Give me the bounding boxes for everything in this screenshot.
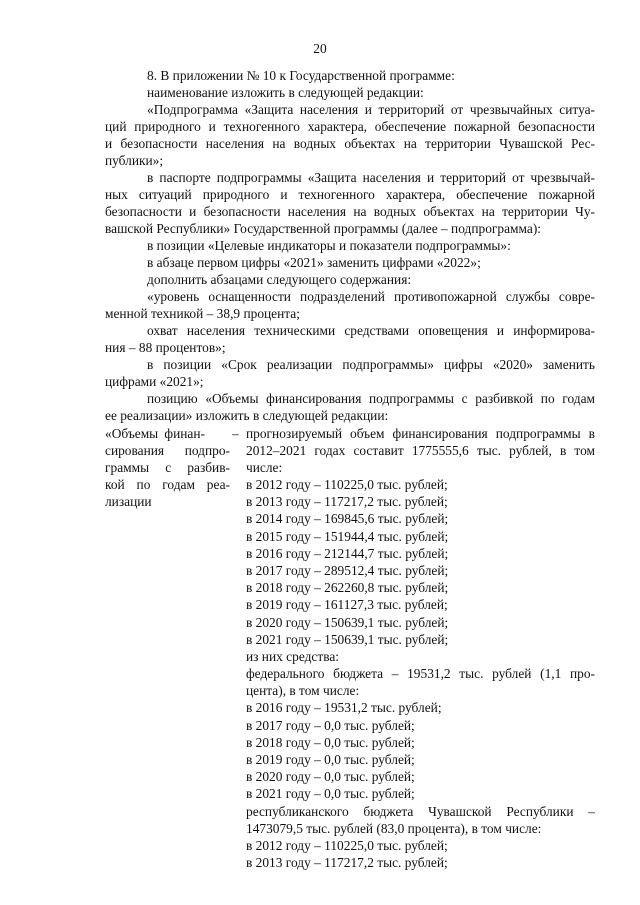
value-line: прогнозируемый объем финансирования подпрограммы в bbox=[246, 426, 595, 441]
text-line: позицию «Объемы финансирования подпрограммы с разбивкой по годам bbox=[147, 391, 595, 406]
value-line: в 2017 году – 0,0 тыс. рублей; bbox=[246, 717, 415, 733]
label-line: «Объемы финан- bbox=[105, 426, 205, 441]
value-line: из них средства: bbox=[246, 648, 340, 664]
text-line: менной техникой – 38,9 процента; bbox=[105, 306, 300, 321]
value-line: числе: bbox=[246, 460, 283, 475]
value-line: федерального бюджета – 19531,2 тыс. рублей (1,1 про- bbox=[246, 666, 595, 682]
value-line: в 2019 году – 161127,3 тыс. рублей; bbox=[246, 597, 448, 613]
value-line: в 2020 году – 0,0 тыс. рублей; bbox=[246, 769, 415, 785]
value-line: в 2020 году – 150639,1 тыс. рублей; bbox=[246, 614, 449, 630]
text-line: в паспорте подпрограммы «Защита населения и территорий от чрезвычай- bbox=[147, 170, 595, 185]
value-line: 2012–2021 годах составит 1775555,6 тыс. рублей, в том bbox=[246, 443, 595, 458]
value-line: в 2018 году – 0,0 тыс. рублей; bbox=[246, 734, 415, 750]
text-line: ных ситуаций природного и техногенного характера, обеспечение пожарной bbox=[105, 187, 595, 202]
label-line: кой по годам реа- bbox=[105, 477, 230, 492]
text-line: безопасности и безопасности населения на водных объектах на территории Чу- bbox=[105, 204, 595, 219]
page-number: 20 bbox=[313, 41, 327, 56]
text-line: в позиции «Срок реализации подпрограммы» цифры «2020» заменить bbox=[147, 357, 595, 372]
value-line: республиканского бюджета Чувашской Республики – bbox=[246, 803, 595, 819]
value-line: в 2017 году – 289512,4 тыс. рублей; bbox=[246, 562, 449, 578]
text-line: в абзаце первом цифры «2021» заменить цифрами «2022»; bbox=[147, 255, 481, 270]
value-line: в 2021 году – 150639,1 тыс. рублей; bbox=[246, 631, 449, 647]
text-line: наименование изложить в следующей редакции: bbox=[147, 85, 424, 100]
text-line: 8. В приложении № 10 к Государственной программе: bbox=[147, 68, 455, 83]
value-line: в 2013 году – 117217,2 тыс. рублей; bbox=[246, 855, 448, 871]
text-line: вашской Республики» Государственной программы (далее – подпрограмма): bbox=[105, 221, 542, 236]
value-line: в 2016 году – 19531,2 тыс. рублей; bbox=[246, 700, 442, 716]
text-line: публики»; bbox=[105, 153, 164, 168]
value-line: в 2014 году – 169845,6 тыс. рублей; bbox=[246, 511, 449, 527]
value-line: в 2016 году – 212144,7 тыс. рублей; bbox=[246, 545, 449, 561]
text-line: и безопасности населения на водных объектах на территории Чувашской Рес- bbox=[105, 136, 595, 151]
label-line: лизации bbox=[105, 494, 152, 509]
value-line: в 2018 году – 262260,8 тыс. рублей; bbox=[246, 580, 449, 596]
value-line: в 2019 году – 0,0 тыс. рублей; bbox=[246, 752, 415, 767]
label-dash: – bbox=[232, 426, 239, 441]
value-line: в 2012 году – 110225,0 тыс. рублей; bbox=[246, 477, 448, 492]
value-line: в 2015 году – 151944,4 тыс. рублей; bbox=[246, 528, 449, 544]
label-line: сирования подпро- bbox=[105, 443, 230, 458]
text-line: ния – 88 процентов»; bbox=[105, 340, 226, 355]
text-line: «Подпрограмма «Защита населения и территорий от чрезвычайных ситуа- bbox=[147, 102, 595, 117]
text-line: дополнить абзацами следующего содержания: bbox=[147, 272, 412, 287]
text-line: в позиции «Целевые индикаторы и показатели подпрограммы»: bbox=[147, 238, 511, 253]
value-line: в 2021 году – 0,0 тыс. рублей; bbox=[246, 786, 415, 802]
text-line: охват населения техническими средствами оповещения и информирова- bbox=[147, 323, 595, 338]
text-line: «уровень оснащенности подразделений противопожарной службы совре- bbox=[147, 289, 595, 304]
text-line: ее реализации» изложить в следующей редакции: bbox=[105, 408, 389, 423]
value-line: в 2012 году – 110225,0 тыс. рублей; bbox=[246, 837, 448, 853]
value-line: 1473079,5 тыс. рублей (83,0 процента), в том числе: bbox=[246, 820, 542, 836]
text-line: цифрами «2021»; bbox=[105, 374, 204, 389]
value-line: в 2013 году – 117217,2 тыс. рублей; bbox=[246, 494, 448, 510]
text-line: ций природного и техногенного характера, обеспечение пожарной безопасности bbox=[105, 119, 595, 134]
value-line: цента), в том числе: bbox=[246, 683, 360, 699]
label-line: граммы с разбив- bbox=[105, 460, 230, 475]
